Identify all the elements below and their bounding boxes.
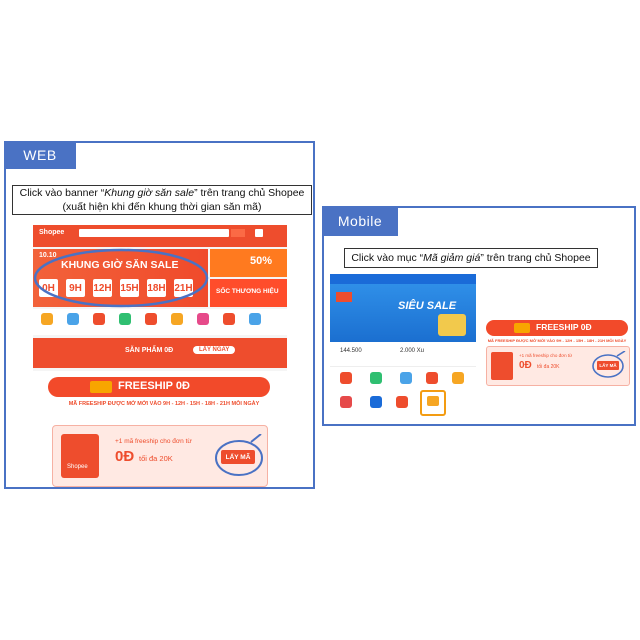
- mobile-banner-text: SIÊU SALE: [398, 300, 457, 312]
- app-icon[interactable]: [426, 372, 438, 384]
- web-promo-banner[interactable]: [33, 338, 287, 368]
- category-icon[interactable]: [249, 313, 261, 325]
- voucher-amount: 0Đ: [115, 448, 135, 465]
- shopee-bag-icon: [491, 352, 513, 380]
- mobile-callout-prefix: Click vào mục “: [351, 252, 424, 264]
- highlight-ellipse: [33, 247, 211, 309]
- shopee-bag-icon: [61, 434, 99, 478]
- mobile-callout-emphasis: Mã giảm giá: [423, 252, 481, 264]
- side-banner-discount[interactable]: [210, 249, 287, 277]
- app-icon[interactable]: [400, 372, 412, 384]
- category-icon[interactable]: [41, 313, 53, 325]
- flash-sale-banner[interactable]: [33, 249, 208, 307]
- voucher-icon: [427, 396, 439, 406]
- take-voucher-button[interactable]: LẤY MÃ: [597, 361, 619, 370]
- take-voucher-button[interactable]: LẤY MÃ: [221, 450, 255, 464]
- sale-badge: [336, 292, 352, 302]
- mobile-freeship-banner: [486, 320, 628, 336]
- truck-icon: [90, 381, 112, 393]
- category-icon[interactable]: [119, 313, 131, 325]
- highlight-circle: [591, 351, 627, 381]
- side-banner-brand[interactable]: [210, 279, 287, 307]
- web-homepage-screenshot: [33, 225, 287, 371]
- app-icon[interactable]: [370, 396, 382, 408]
- voucher-amount: 0Đ: [519, 360, 532, 371]
- web-tab-label: WEB: [4, 141, 76, 169]
- mobile-app-screenshot: [330, 274, 476, 420]
- web-search-input[interactable]: [79, 229, 229, 237]
- voucher-shop-name: Shopee: [67, 464, 88, 470]
- side-banner-brand-text: SỐC THƯƠNG HIỆU: [216, 288, 279, 295]
- search-icon[interactable]: [231, 229, 245, 237]
- web-freeship-hours: MÃ FREESHIP ĐƯỢC MỞ MỚI VÀO 9H - 12H - 15H - 18H - 21H MỖI NGÀY: [68, 401, 260, 407]
- web-callout-emphasis: Khung giờ săn sale: [104, 187, 195, 199]
- mobile-header: [330, 274, 476, 284]
- web-freeship-title: FREESHIP 0Đ: [118, 380, 190, 392]
- category-icon[interactable]: [145, 313, 157, 325]
- cart-icon[interactable]: [255, 229, 263, 237]
- mobile-tab-label: Mobile: [322, 206, 398, 236]
- wallet-value[interactable]: 144.500: [340, 348, 362, 354]
- voucher-max: tối đa 20K: [537, 364, 560, 370]
- promo-button[interactable]: LẤY NGAY: [193, 346, 235, 354]
- voucher-description: +1 mã freeship cho đơn từ: [115, 438, 192, 445]
- web-category-icons: [33, 309, 287, 335]
- app-icon[interactable]: [340, 396, 352, 408]
- time-slot-18: 18H: [147, 279, 166, 297]
- mobile-freeship-hours: MÃ FREESHIP ĐƯỢC MỞ MỚI VÀO 9H - 12H - 15H - 18H - 21H MỖI NGÀY: [487, 338, 627, 343]
- voucher-max: tối đa 20K: [139, 454, 173, 463]
- mobile-callout-suffix: ” trên trang chủ Shopee: [480, 252, 591, 264]
- app-icon[interactable]: [340, 372, 352, 384]
- time-slot-21: 21H: [174, 279, 193, 297]
- banner-badge: 10.10: [39, 252, 57, 259]
- time-slot-15: 15H: [120, 279, 139, 297]
- app-icon[interactable]: [396, 396, 408, 408]
- category-icon[interactable]: [93, 313, 105, 325]
- mobile-freeship-title: FREESHIP 0Đ: [536, 322, 592, 332]
- app-icon[interactable]: [370, 372, 382, 384]
- side-banner-discount-text: 50%: [250, 255, 273, 267]
- shopee-logo: Shopee: [39, 229, 65, 236]
- time-slot-0: 0H: [39, 279, 58, 297]
- web-instruction-callout: [12, 185, 312, 215]
- time-slot-9: 9H: [66, 279, 85, 297]
- product-image: [438, 314, 466, 336]
- category-icon[interactable]: [223, 313, 235, 325]
- banner-title: KHUNG GIỜ SĂN SALE: [61, 259, 179, 271]
- category-icon[interactable]: [171, 313, 183, 325]
- mobile-sale-banner[interactable]: [330, 284, 476, 342]
- web-callout-line2: (xuất hiện khi đến khung thời gian săn mã): [62, 201, 262, 213]
- category-icon[interactable]: [67, 313, 79, 325]
- voucher-menu-item[interactable]: [420, 390, 446, 416]
- web-topbar: [33, 225, 287, 247]
- mobile-panel: [322, 206, 636, 426]
- mobile-wallet-row: [330, 342, 476, 367]
- web-voucher-card: [52, 425, 268, 487]
- promo-text: SĂN PHẨM 0Đ: [125, 347, 174, 354]
- xu-value[interactable]: 2.000 Xu: [400, 348, 425, 354]
- app-icon[interactable]: [452, 372, 464, 384]
- category-icon[interactable]: [197, 313, 209, 325]
- highlight-circle: [213, 434, 265, 478]
- web-freeship-banner: [48, 377, 270, 397]
- mobile-instruction-callout: [344, 248, 598, 268]
- web-callout-prefix: Click vào banner “: [19, 187, 105, 199]
- truck-icon: [514, 323, 530, 333]
- voucher-description: +1 mã freeship cho đơn từ: [519, 353, 573, 358]
- web-callout-suffix: ” trên trang chủ Shopee: [194, 187, 305, 199]
- mobile-voucher-card: [486, 346, 630, 386]
- time-slot-12: 12H: [93, 279, 112, 297]
- web-panel: [4, 141, 315, 489]
